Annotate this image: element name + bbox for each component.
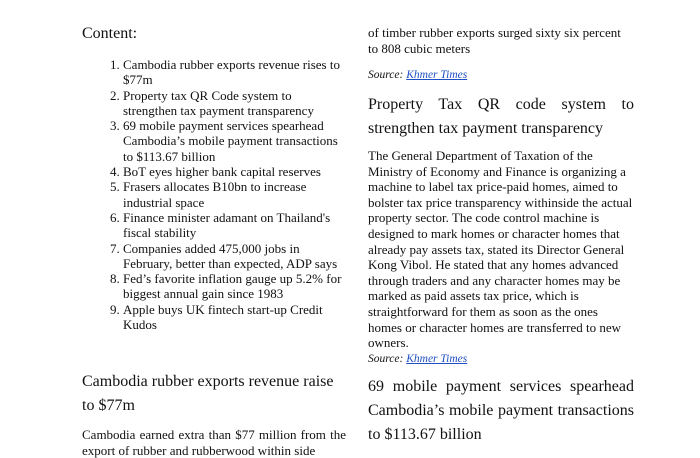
toc-item[interactable]: 7. Companies added 475,000 jobs in February, better than expected, ADP says: [123, 241, 344, 272]
content-heading: Content:: [82, 25, 138, 42]
source-label: Source:: [368, 69, 407, 81]
toc-item[interactable]: 8. Fed’s favorite inflation gauge up 5.2% for biggest annual gain since 1983: [123, 271, 344, 302]
toc-item[interactable]: 6. Finance minister adamant on Thailand's fiscal stability: [123, 210, 344, 241]
source-link-khmer-times[interactable]: Khmer Times: [406, 353, 468, 365]
toc-item[interactable]: 3. 69 mobile payment services spearhead Cambodia’s mobile payment transactions to $113.67 billion: [123, 118, 344, 164]
section3-title: 69 mobile payment services spearhead Cambodia’s mobile payment transactions to $113.67 billion: [368, 378, 634, 443]
source-link-khmer-times[interactable]: Khmer Times: [406, 69, 468, 81]
toc-item[interactable]: 5. Frasers allocates B10bn to increase industrial space: [123, 179, 344, 210]
toc-item[interactable]: 2. Property tax QR Code system to strengthen tax payment transparency: [123, 88, 344, 119]
toc-item[interactable]: 1. Cambodia rubber exports revenue rises to $77m: [123, 57, 344, 88]
continued-text: of timber rubber exports surged sixty six percent to 808 cubic meters: [368, 25, 621, 56]
section2-title: Property Tax QR code system to strengthen tax payment transparency: [368, 96, 634, 137]
source-line-2: [368, 352, 634, 366]
section1-title: Cambodia rubber exports revenue raise to $77m: [82, 373, 334, 414]
table-of-contents: [82, 57, 344, 332]
source-label: Source:: [368, 353, 407, 365]
toc-item[interactable]: 4. BoT eyes higher bank capital reserves: [123, 164, 344, 179]
section2-body: The General Department of Taxation of the Ministry of Economy and Finance is organizing a machine to label tax price-paid homes, aimed to bolster tax price transparency withinside the actual property sector. The code control machine is designed to mark homes or character homes that already pay assets tax, stated its Director General Kong Vibol. He stated that any homes advanced through traders and any character homes may be marked as paid assets tax price, which is straightforward for them as soon as the ones homes or character homes are transferred to new owners.: [368, 148, 633, 351]
source-line-1: [368, 68, 634, 82]
section1-body: Cambodia earned extra than $77 million from the export of rubber and rubberwood within side: [82, 427, 346, 458]
toc-item[interactable]: 9. Apple buys UK fintech start-up Credit Kudos: [123, 302, 344, 333]
